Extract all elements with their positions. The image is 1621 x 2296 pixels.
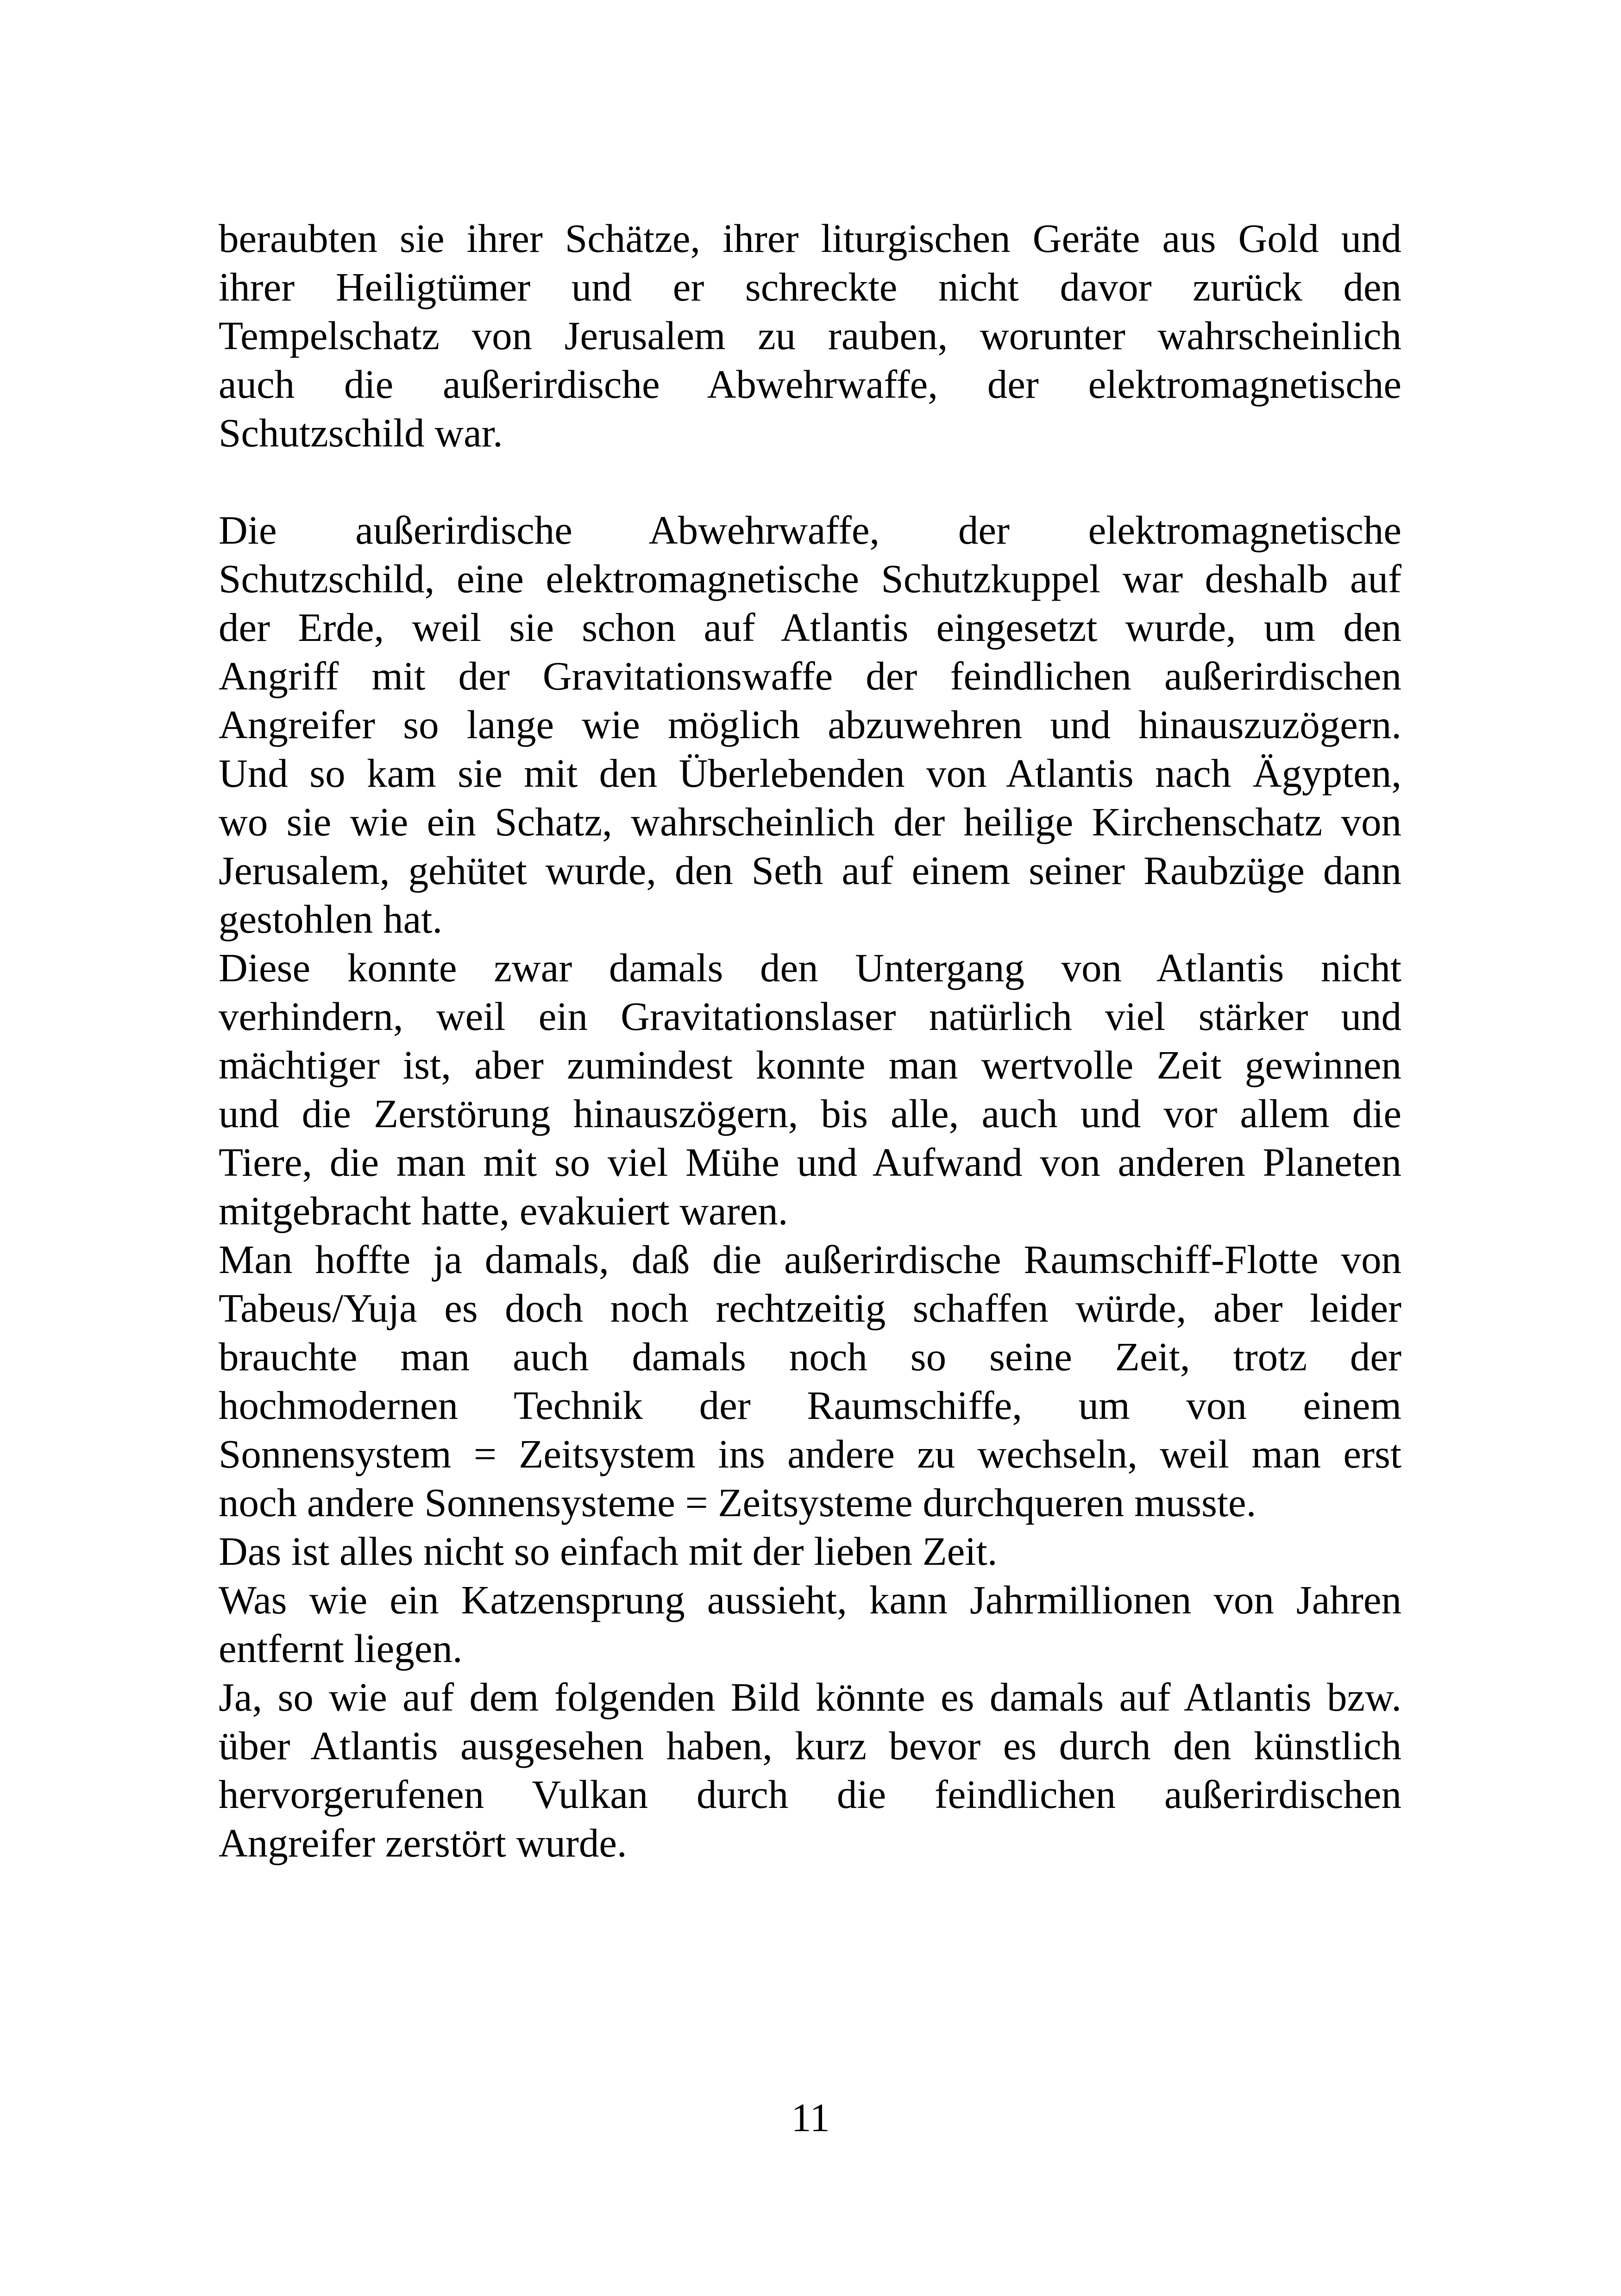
text-line: Angreifer so lange wie möglich abzuwehren und hinauszuzögern.	[219, 702, 1401, 747]
text-line: Schutzschild war.	[219, 410, 503, 455]
text-line: hochmodernen Technik der Raumschiffe, um von einem	[219, 1383, 1401, 1428]
text-line: Tiere, die man mit so viel Mühe und Aufwand von anderen Planeten	[219, 1140, 1401, 1185]
text-line: Das ist alles nicht so einfach mit der lieben Zeit.	[219, 1529, 998, 1574]
text-line: Man hoffte ja damals, daß die außerirdische Raumschiff-Flotte von	[219, 1237, 1401, 1282]
text-line: Ja, so wie auf dem folgenden Bild könnte es damals auf Atlantis bzw.	[219, 1675, 1401, 1719]
text-line: wo sie wie ein Schatz, wahrscheinlich der heilige Kirchenschatz von	[219, 799, 1401, 844]
body-text	[219, 214, 1401, 1867]
paragraph	[219, 1235, 1401, 1527]
text-line: Diese konnte zwar damals den Untergang von Atlantis nicht	[219, 945, 1401, 990]
text-line: Schutzschild, eine elektromagnetische Schutzkuppel war deshalb auf	[219, 556, 1401, 601]
paragraph	[219, 506, 1401, 943]
paragraph	[219, 943, 1401, 1235]
text-line: Was wie ein Katzensprung aussieht, kann Jahrmillionen von Jahren	[219, 1577, 1401, 1622]
paragraph-spacer	[219, 457, 1401, 506]
text-line: Sonnensystem = Zeitsystem ins andere zu wechseln, weil man erst	[219, 1431, 1401, 1476]
text-line: ihrer Heiligtümer und er schreckte nicht davor zurück den	[219, 264, 1401, 309]
text-line: und die Zerstörung hinauszögern, bis alle, auch und vor allem die	[219, 1091, 1401, 1136]
text-line: Tabeus/Yuja es doch noch rechtzeitig schaffen würde, aber leider	[219, 1286, 1401, 1330]
text-line: beraubten sie ihrer Schätze, ihrer liturgischen Geräte aus Gold und	[219, 216, 1401, 261]
text-line: noch andere Sonnensysteme = Zeitsysteme durchqueren musste.	[219, 1480, 1257, 1525]
paragraph	[219, 1575, 1401, 1673]
text-line: hervorgerufenen Vulkan durch die feindlichen außerirdischen	[219, 1772, 1401, 1817]
text-line: mitgebracht hatte, evakuiert waren.	[219, 1188, 788, 1233]
text-line: Und so kam sie mit den Überlebenden von Atlantis nach Ägypten,	[219, 751, 1401, 796]
text-line: mächtiger ist, aber zumindest konnte man wertvolle Zeit gewinnen	[219, 1042, 1401, 1087]
text-line: entfernt liegen.	[219, 1626, 463, 1671]
text-line: Die außerirdische Abwehrwaffe, der elektromagnetische	[219, 508, 1401, 552]
text-line: gestohlen hat.	[219, 897, 443, 941]
page-number: 11	[791, 2095, 830, 2140]
text-line: der Erde, weil sie schon auf Atlantis eingesetzt wurde, um den	[219, 605, 1401, 650]
text-line: Angriff mit der Gravitationswaffe der feindlichen außerirdischen	[219, 653, 1401, 698]
text-line: verhindern, weil ein Gravitationslaser natürlich viel stärker und	[219, 994, 1401, 1039]
text-line: brauchte man auch damals noch so seine Zeit, trotz der	[219, 1334, 1401, 1379]
text-line: über Atlantis ausgesehen haben, kurz bevor es durch den künstlich	[219, 1723, 1401, 1768]
text-line: Jerusalem, gehütet wurde, den Seth auf einem seiner Raubzüge dann	[219, 848, 1401, 893]
paragraph	[219, 214, 1401, 457]
text-line: Angreifer zerstört wurde.	[219, 1820, 627, 1865]
paragraph	[219, 1673, 1401, 1867]
text-line: Tempelschatz von Jerusalem zu rauben, worunter wahrscheinlich	[219, 313, 1401, 358]
text-line: auch die außerirdische Abwehrwaffe, der elektromagnetische	[219, 362, 1401, 407]
paragraph	[219, 1527, 1401, 1575]
